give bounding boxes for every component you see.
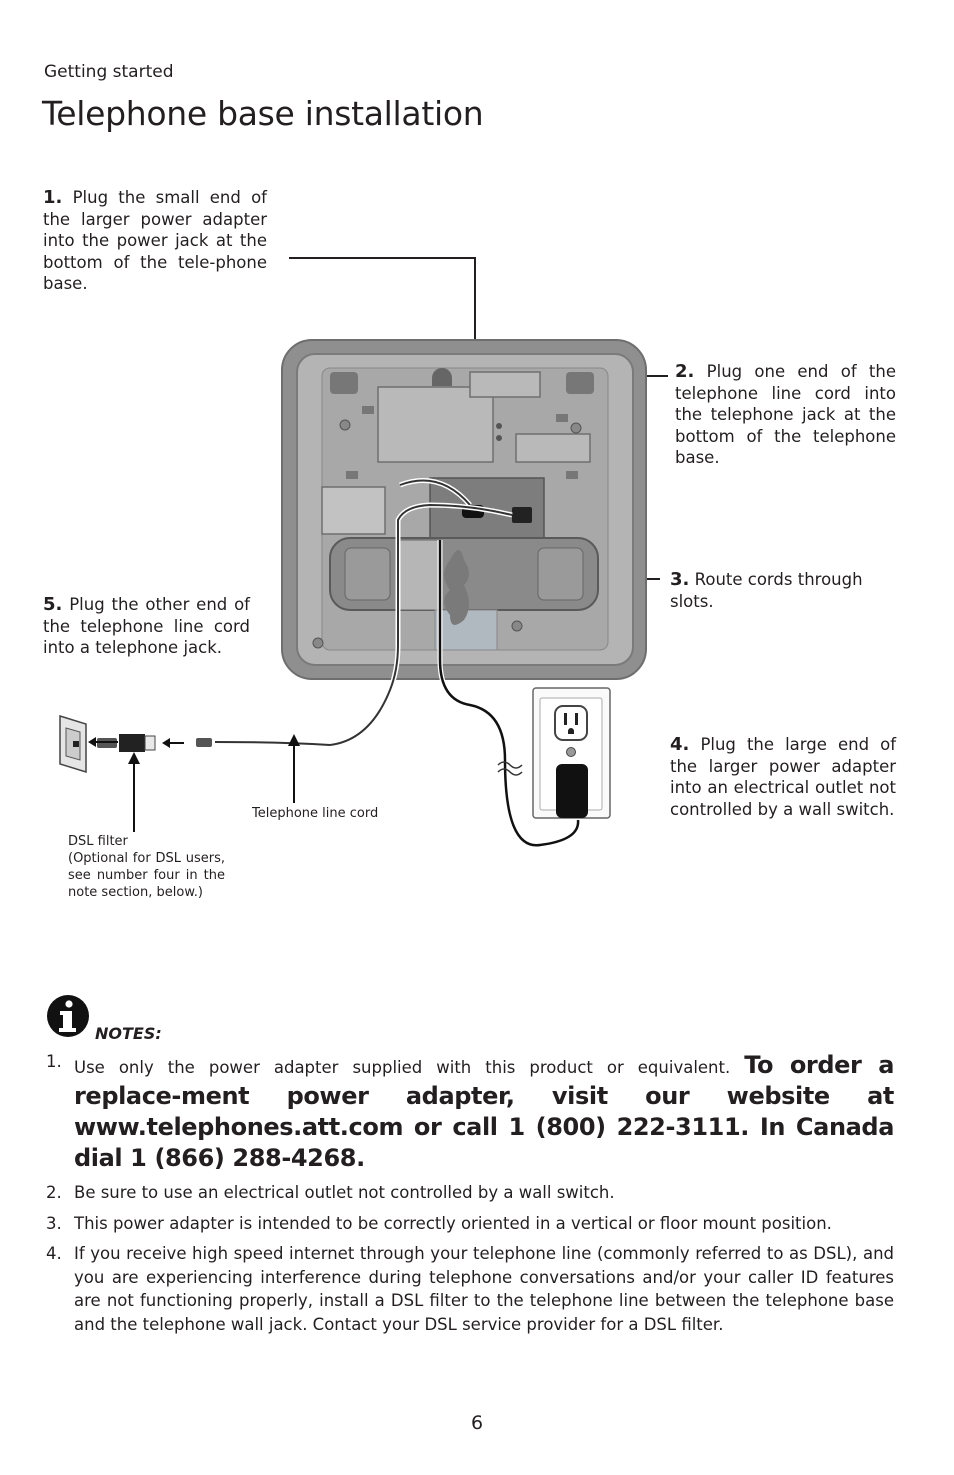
step-4-text: Plug the large end of the larger power adapter into an electrical outlet not controlled by a wall switch.	[670, 735, 896, 819]
note-1	[44, 1050, 894, 1174]
note-1-text: Use only the power adapter supplied with this product or equivalent.	[74, 1058, 731, 1077]
step-4	[670, 734, 896, 820]
note-3-text: This power adapter is intended to be correctly oriented in a vertical or floor mount position.	[74, 1213, 832, 1233]
step-3-text: Route cords through slots.	[670, 570, 863, 611]
page-number: 6	[470, 1412, 484, 1434]
note-3	[44, 1212, 894, 1236]
note-2-number: 2.	[46, 1183, 62, 1202]
section-label: Getting started	[44, 62, 174, 82]
note-4-text: If you receive high speed internet through your telephone line (commonly referred to as DSL), and you are experiencing interference during telephone conversations and/or your caller ID features are not functioning properly, install a DSL filter to the telephone line between the telephone base and the telephone wall jack. Contact your DSL service provider for a DSL filter.	[74, 1244, 894, 1334]
step-2	[675, 361, 896, 469]
step-2-text: Plug one end of the telephone line cord into the telephone jack at the bottom of the telephone base.	[675, 362, 896, 467]
dsl-filter-label	[68, 833, 225, 901]
note-1-emphasis: To order a replace-ment power adapter, visit our website at www.telephones.att.com or call 1 (800) 222-3111. In Canada dial 1 (866) 288-4268.	[74, 1051, 894, 1172]
step-3-number: 3.	[670, 569, 690, 590]
note-1-number: 1.	[46, 1052, 62, 1071]
page-title: Telephone base installation	[42, 94, 484, 133]
step-2-number: 2.	[675, 361, 695, 382]
step-5	[43, 594, 250, 659]
step-1	[43, 187, 267, 295]
note-4-number: 4.	[46, 1244, 62, 1263]
dsl-filter-title: DSL filter	[68, 834, 128, 849]
line-cord-label: Telephone line cord	[252, 806, 379, 821]
note-4	[44, 1242, 894, 1336]
power-adapter	[556, 764, 588, 818]
step-5-text: Plug the other end of the telephone line cord into a telephone jack.	[43, 595, 250, 657]
step-1-text: Plug the small end of the larger power adapter into the power jack at the bottom of the tele-phone base.	[43, 188, 267, 293]
note-2	[44, 1181, 894, 1205]
notes-list	[44, 1050, 894, 1343]
step-1-number: 1.	[43, 187, 63, 208]
dsl-filter-note: (Optional for DSL users, see number four in the note section, below.)	[68, 851, 225, 900]
step-4-number: 4.	[670, 734, 690, 755]
note-3-number: 3.	[46, 1213, 62, 1233]
electrical-outlet	[533, 688, 610, 818]
dsl-filter	[119, 734, 145, 752]
note-2-text: Be sure to use an electrical outlet not controlled by a wall switch.	[74, 1183, 615, 1202]
notes-title: NOTES:	[95, 1024, 162, 1043]
line-plug	[512, 507, 532, 523]
step-5-number: 5.	[43, 594, 63, 615]
step-3	[670, 569, 896, 612]
telephone-wall-jack	[60, 716, 86, 772]
